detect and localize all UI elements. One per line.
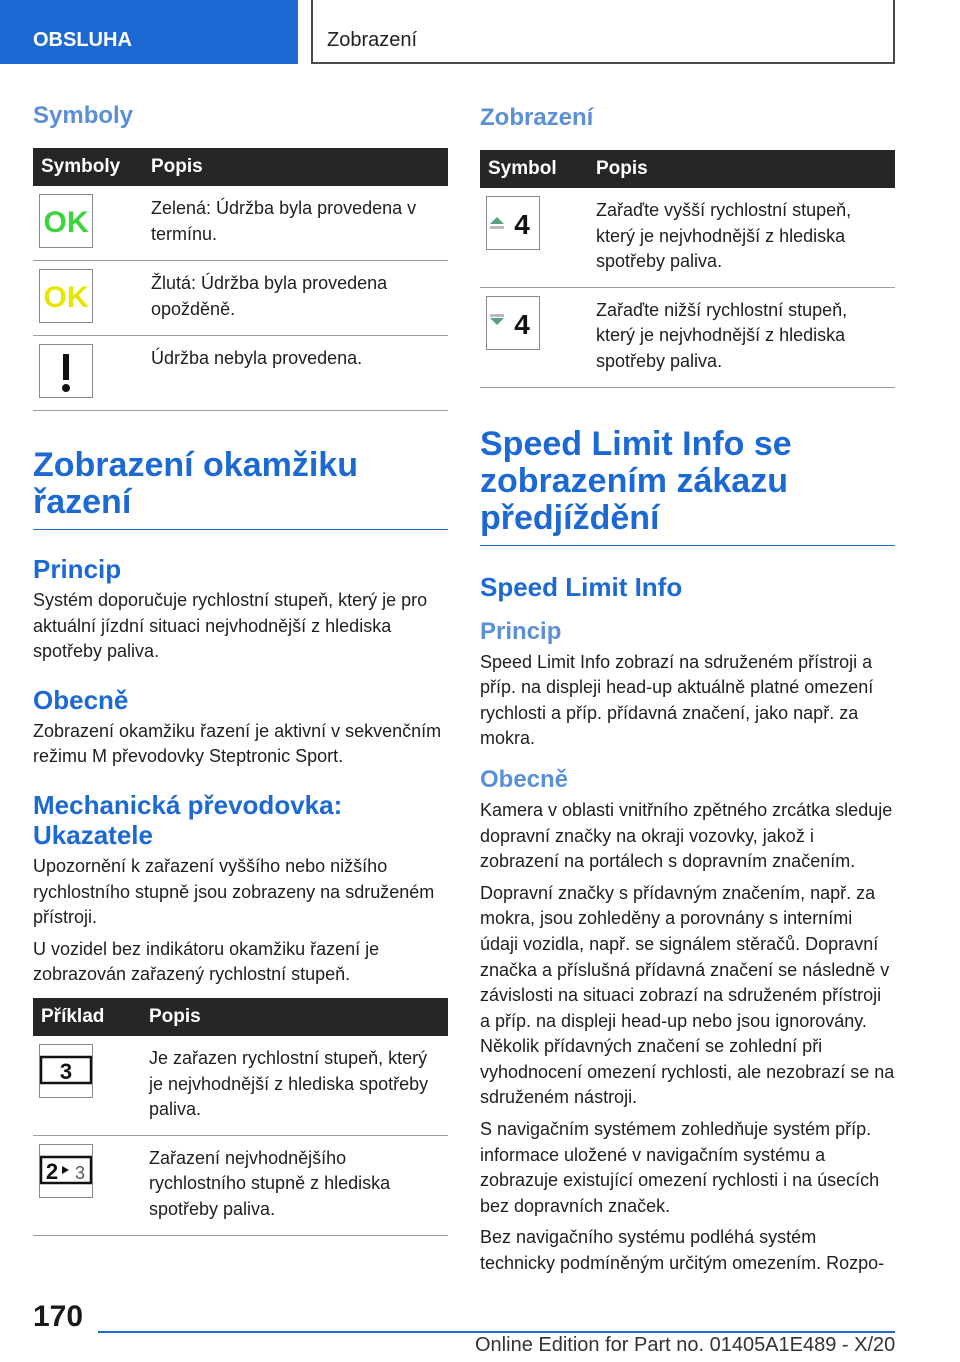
description-col-header: Popis	[588, 150, 895, 188]
table-row	[33, 261, 448, 336]
table-row	[33, 1036, 448, 1135]
symbols-heading: Symboly	[33, 102, 134, 129]
principle-text: Systém doporučuje rychlostní stupeň, který je pro aktuální jízdní situaci nejvhodnější z hlediska spotřeby paliva.	[33, 590, 428, 662]
row-description: Je zařazen rychlostní stupeň, který je nejvhodnější z hlediska spotřeby paliva.	[141, 1036, 448, 1135]
svg-text:OK: OK	[43, 281, 89, 314]
display-table	[480, 150, 895, 388]
svg-text:3: 3	[74, 1162, 86, 1183]
table-row	[480, 287, 895, 387]
principle-text: Speed Limit Info zobrazí na sdruženém přístroji a příp. na displeji head-up aktuálně platné omezení rychlosti a příp. přídavná značení, jako např. za mokra.	[480, 651, 874, 749]
left-column	[33, 0, 448, 1236]
general-paragraph-1: Kamera v oblasti vnitřního zpětného zrcátka sleduje dopravní značky na okraji vozovky, jakož i zobrazení na portálech s dopravním značením.	[480, 799, 893, 872]
right-column	[480, 0, 895, 1277]
table-row	[33, 1135, 448, 1235]
upshift-4-icon	[486, 196, 540, 250]
general-text: Zobrazení okamžiku řazení je aktivní v sekvenčním režimu M převodovky Steptronic Sport.	[33, 720, 442, 767]
exclamation-icon	[39, 344, 93, 398]
ok-green-icon	[39, 194, 93, 248]
row-description: Zařaďte nižší rychlostní stupeň, který je nejvhodnější z hlediska spotřeby paliva.	[588, 287, 895, 387]
gear-2-to-3-icon	[39, 1144, 93, 1198]
manual-text-2: U vozidel bez indikátoru okamžiku řazení je zobrazován zařazený rychlostní stupeň.	[33, 938, 380, 985]
row-description: Údržba nebyla provedena.	[143, 336, 448, 411]
display-heading: Zobrazení	[480, 104, 594, 131]
page-number: 170	[33, 1300, 84, 1333]
header-chapter: Zobrazení	[311, 0, 895, 64]
manual-transmission-heading: Mechanická převodovka: Ukazatele	[33, 789, 343, 850]
svg-text:4: 4	[514, 209, 530, 240]
example-table	[33, 998, 448, 1236]
symbol-col-header: Symbol	[480, 150, 588, 188]
svg-text:4: 4	[514, 308, 530, 340]
speed-limit-info-heading: Speed Limit Info	[480, 571, 683, 602]
table-row	[33, 186, 448, 261]
table-row	[480, 188, 895, 287]
ok-yellow-icon	[39, 269, 93, 323]
row-description: Zelená: Údržba byla provedena v termínu.	[143, 186, 448, 261]
svg-text:2: 2	[45, 1158, 59, 1184]
speed-limit-title: Speed Limit Info se zobrazením zákazu předjíždění	[480, 426, 895, 546]
shift-indicator-title: Zobrazení okamžiku řazení	[33, 447, 448, 530]
general-paragraph-2: Dopravní značky s přídavným značením, např. za mokra, jsou zohleděny a porovnány s interními údaji vozidla, např. se signálem stěračů. Dopravní značka a příslušná přídavná značení se následně v závislosti na situaci zobrazí na sdruženém přístroji a příp. na displeji head-up nebo jsou ignorovány. Několik přídavných značení se zohlední při vyhodnocení omezení rychlosti, ale nezobrazí se na sdruženém nástroji.	[480, 882, 895, 1108]
table-row	[33, 336, 448, 411]
row-description: Zařazení nejvhodnějšího rychlostního stupně z hlediska spotřeby paliva.	[141, 1135, 448, 1235]
general-paragraph-3: S navigačním systémem zohledňuje systém příp. informace uložené v navigačním systému a zobrazuje existující omezení rychlosti i na úsecích bez dopravních značek.	[480, 1119, 880, 1216]
description-col-header: Popis	[141, 998, 448, 1036]
principle-heading: Princip	[33, 554, 122, 584]
downshift-4-icon	[486, 296, 540, 350]
description-col-header: Popis	[143, 148, 448, 186]
svg-text:OK: OK	[43, 206, 89, 239]
manual-text-1: Upozornění k zařazení vyššího nebo nižšího rychlostního stupně jsou zobrazeny na sdruženém přístroji.	[33, 855, 435, 928]
general-paragraph-4: Bez navigačního systému podléhá systém technicky podmíněným určitým omezením. Rozpo-	[480, 1227, 885, 1274]
svg-text:3: 3	[59, 1058, 73, 1084]
footer-divider	[98, 1331, 895, 1333]
general-heading: Obecně	[33, 684, 129, 715]
row-description: Zařaďte vyšší rychlostní stupeň, který je nejvhodnější z hlediska spotřeby paliva.	[588, 188, 895, 287]
edition-text: Online Edition for Part no. 01405A1E489 - X/20	[475, 1334, 896, 1356]
general-heading: Obecně	[480, 765, 569, 793]
example-col-header: Příklad	[33, 998, 141, 1036]
symbols-table	[33, 148, 448, 411]
gear-3-icon	[39, 1044, 93, 1098]
principle-heading: Princip	[480, 617, 562, 645]
symbols-col-header: Symboly	[33, 148, 143, 186]
row-description: Žlutá: Údržba byla provedena opožděně.	[143, 261, 448, 336]
header-section: OBSLUHA	[0, 0, 298, 64]
